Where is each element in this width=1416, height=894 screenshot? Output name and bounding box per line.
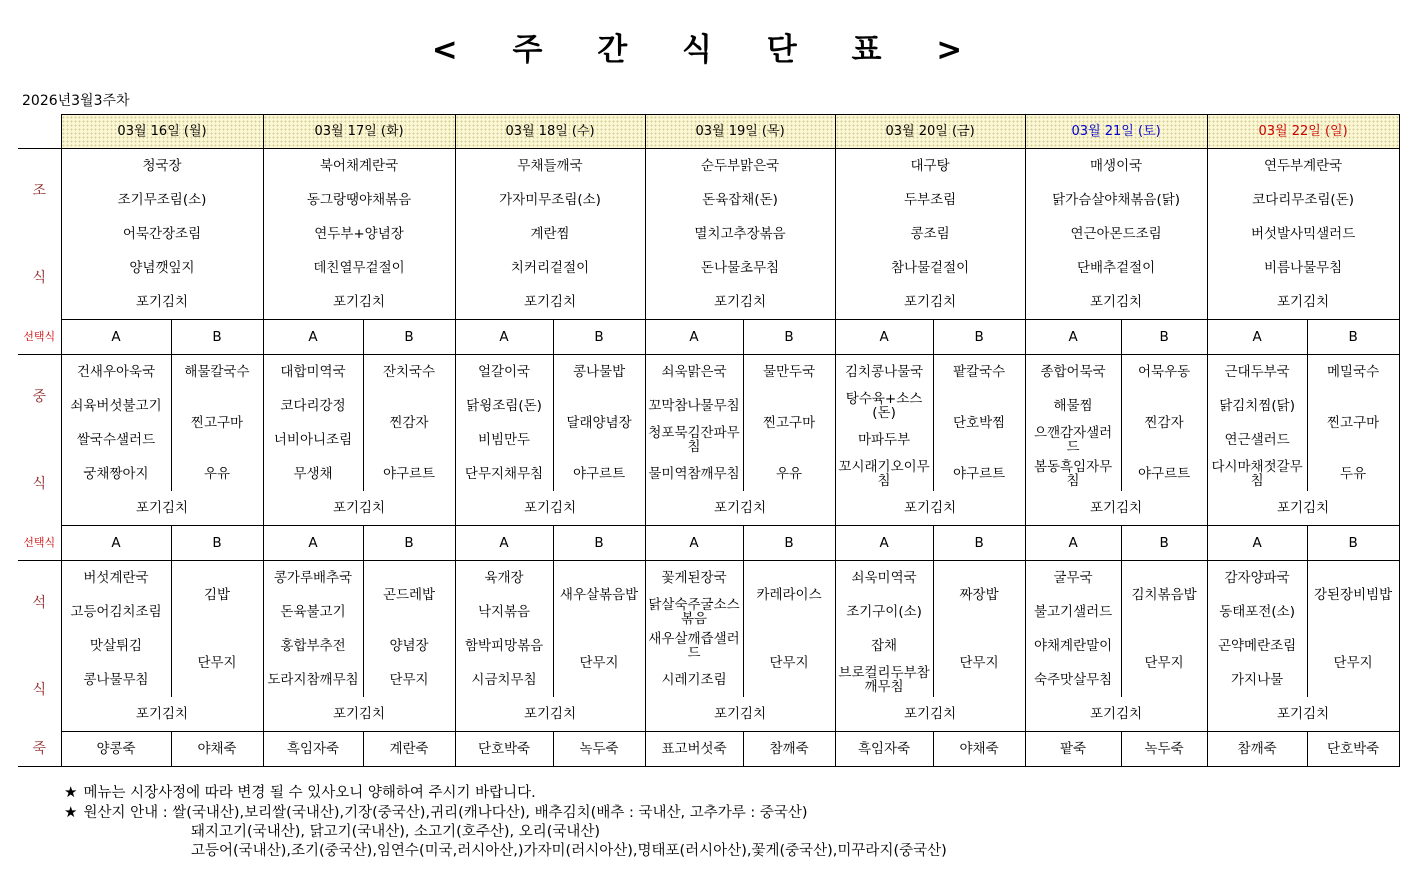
- breakfast-item: 연두부+양념장: [263, 217, 455, 251]
- lunch-b-item: 해물칼국수: [171, 355, 263, 390]
- dinner-a-item: 굴무국: [1025, 561, 1121, 596]
- lunch-a-item: 대합미역국: [263, 355, 363, 390]
- lunch-a-item: 으깬감자샐러드: [1025, 423, 1121, 457]
- dinner-a-item: 함박피망볶음: [455, 629, 553, 663]
- day-header-tue: 03월 17일 (화): [263, 115, 455, 149]
- dinner-a-item: 불고기샐러드: [1025, 595, 1121, 629]
- dinner-a-item: 쇠욱미역국: [835, 561, 933, 596]
- option-a-label: A: [1207, 526, 1307, 561]
- menu-row: [18, 149, 1399, 184]
- lunch-b-item: 어묵우동: [1121, 355, 1207, 390]
- lunch-b-item: 야구르트: [363, 457, 455, 491]
- week-label: 2026년3월3주차: [22, 93, 130, 109]
- lunch-b-item: 찐고구마: [743, 389, 835, 457]
- option-a-label: A: [1025, 320, 1121, 355]
- kimchi-cell: 포기김치: [645, 285, 835, 320]
- kimchi-cell: 포기김치: [645, 697, 835, 732]
- breakfast-item: 코다리무조림(돈): [1207, 183, 1399, 217]
- note-text: 메뉴는 시장사정에 따라 변경 될 수 있사오니 양해하여 주시기 바랍니다.: [83, 785, 536, 801]
- breakfast-item: 콩조림: [835, 217, 1025, 251]
- header-corner: [18, 115, 61, 149]
- kimchi-cell: 포기김치: [835, 697, 1025, 732]
- lunch-a-item: 쌀국수샐러드: [61, 423, 171, 457]
- meal-label-lunch: [18, 355, 61, 526]
- option-a-label: A: [645, 526, 743, 561]
- option-b-label: B: [933, 526, 1025, 561]
- option-a-label: A: [835, 526, 933, 561]
- porridge-item: 참깨죽: [1207, 732, 1307, 767]
- lunch-a-item: 닭김치찜(닭): [1207, 389, 1307, 423]
- porridge-item: 단호박죽: [455, 732, 553, 767]
- lunch-a-item: 꼬시래기오이무침: [835, 457, 933, 491]
- dinner-a-item: 조기구이(소): [835, 595, 933, 629]
- option-a-label: A: [61, 320, 171, 355]
- lunch-a-item: 물미역참깨무침: [645, 457, 743, 491]
- lunch-a-item: 건새우아욱국: [61, 355, 171, 390]
- star-icon: ★: [64, 803, 78, 821]
- option-b-label: B: [171, 526, 263, 561]
- dinner-a-item: 곤약메란조림: [1207, 629, 1307, 663]
- dinner-b-item: 김밥: [171, 561, 263, 630]
- dinner-b-item: 강된장비빔밥: [1307, 561, 1399, 630]
- kimchi-cell: 포기김치: [1207, 697, 1399, 732]
- dinner-a-item: 동태포전(소): [1207, 595, 1307, 629]
- breakfast-item: 매생이국: [1025, 149, 1207, 184]
- meal-label-dinner: [18, 561, 61, 732]
- option-b-label: B: [1121, 320, 1207, 355]
- menu-row: [18, 629, 1399, 663]
- menu-row: [18, 251, 1399, 285]
- lunch-a-item: 다시마채젓갈무침: [1207, 457, 1307, 491]
- lunch-a-item: 쇠욱맑은국: [645, 355, 743, 390]
- menu-body: [18, 149, 1399, 767]
- option-b-label: B: [1307, 320, 1399, 355]
- day-header-sat: 03월 21일 (토): [1025, 115, 1207, 149]
- lunch-b-item: 물만두국: [743, 355, 835, 390]
- dinner-b-item: 곤드레밥: [363, 561, 455, 630]
- kimchi-cell: 포기김치: [1025, 697, 1207, 732]
- dinner-a-item: 가지나물: [1207, 663, 1307, 697]
- dinner-a-item: 시금치무침: [455, 663, 553, 697]
- breakfast-item: 데친열무겉절이: [263, 251, 455, 285]
- breakfast-item: 양념깻잎지: [61, 251, 263, 285]
- lunch-b-item: 콩나물밥: [553, 355, 645, 390]
- meal-label-char: 식: [32, 475, 47, 492]
- lunch-b-item: 찐고구마: [171, 389, 263, 457]
- option-b-label: B: [743, 526, 835, 561]
- breakfast-item: 계란찜: [455, 217, 645, 251]
- breakfast-item: 청국장: [61, 149, 263, 184]
- porridge-item: 양콩죽: [61, 732, 171, 767]
- breakfast-item: 무채들깨국: [455, 149, 645, 184]
- dinner-a-item: 홍합부추전: [263, 629, 363, 663]
- dinner-a-item: 시레기조림: [645, 663, 743, 697]
- meal-label-porridge: 죽: [18, 732, 61, 767]
- kimchi-cell: 포기김치: [835, 285, 1025, 320]
- star-icon: ★: [64, 783, 78, 801]
- dinner-a-item: 콩나물무침: [61, 663, 171, 697]
- menu-row: [18, 526, 1399, 561]
- breakfast-item: 어묵간장조림: [61, 217, 263, 251]
- lunch-b-item: 야구르트: [933, 457, 1025, 491]
- dinner-b-item: 단무지: [743, 629, 835, 697]
- notes: [64, 783, 947, 861]
- lunch-a-item: 코다리강정: [263, 389, 363, 423]
- option-a-label: A: [1025, 526, 1121, 561]
- day-header-thu: 03월 19일 (목): [645, 115, 835, 149]
- origin-text: 원산지 안내 : 쌀(국내산),보리쌀(국내산),기장(중국산),귀리(캐나다산), 배추김치(배추 : 국내산, 고추가루 : 중국산): [83, 805, 808, 821]
- lunch-a-item: 연근샐러드: [1207, 423, 1307, 457]
- dinner-a-item: 고등어김치조림: [61, 595, 171, 629]
- page-title: < 주 간 식 단 표 >: [431, 32, 985, 68]
- breakfast-item: 연두부계란국: [1207, 149, 1399, 184]
- dinner-b-item: 단무지: [1121, 629, 1207, 697]
- option-b-label: B: [1307, 526, 1399, 561]
- breakfast-item: 돈나물초무침: [645, 251, 835, 285]
- dinner-b-item: 단무지: [1307, 629, 1399, 697]
- lunch-b-item: 찐감자: [1121, 389, 1207, 457]
- menu-row: [18, 217, 1399, 251]
- porridge-item: 계란죽: [363, 732, 455, 767]
- menu-row: [18, 355, 1399, 390]
- menu-row: [18, 561, 1399, 596]
- option-b-label: B: [363, 320, 455, 355]
- lunch-a-item: 닭윙조림(돈): [455, 389, 553, 423]
- lunch-a-item: 종합어묵국: [1025, 355, 1121, 390]
- note-line: [64, 783, 947, 803]
- lunch-b-item: 야구르트: [553, 457, 645, 491]
- option-b-label: B: [933, 320, 1025, 355]
- lunch-a-item: 해물찜: [1025, 389, 1121, 423]
- option-b-label: B: [363, 526, 455, 561]
- breakfast-item: 북어채계란국: [263, 149, 455, 184]
- porridge-item: 흑임자죽: [263, 732, 363, 767]
- dinner-b-item: 단무지: [171, 629, 263, 697]
- lunch-b-item: 메밀국수: [1307, 355, 1399, 390]
- lunch-b-item: 달래양념장: [553, 389, 645, 457]
- lunch-a-item: 얼갈이국: [455, 355, 553, 390]
- select-label: 선택식: [18, 526, 61, 561]
- lunch-b-item: 팥칼국수: [933, 355, 1025, 390]
- dinner-b-item: 새우살볶음밥: [553, 561, 645, 630]
- option-b-label: B: [553, 320, 645, 355]
- breakfast-item: 멸치고추장볶음: [645, 217, 835, 251]
- day-header-wed: 03월 18일 (수): [455, 115, 645, 149]
- porridge-item: 녹두죽: [1121, 732, 1207, 767]
- option-a-label: A: [455, 526, 553, 561]
- breakfast-item: 조기무조림(소): [61, 183, 263, 217]
- dinner-a-item: 도라지참깨무침: [263, 663, 363, 697]
- kimchi-cell: 포기김치: [1025, 491, 1207, 526]
- menu-row: [18, 389, 1399, 423]
- option-b-label: B: [1121, 526, 1207, 561]
- kimchi-cell: 포기김치: [263, 491, 455, 526]
- lunch-a-item: 탕수육+소스(돈): [835, 389, 933, 423]
- dinner-a-item: 콩가루배추국: [263, 561, 363, 596]
- option-a-label: A: [835, 320, 933, 355]
- porridge-item: 표고버섯죽: [645, 732, 743, 767]
- kimchi-cell: 포기김치: [263, 697, 455, 732]
- kimchi-cell: 포기김치: [835, 491, 1025, 526]
- lunch-a-item: 너비아니조림: [263, 423, 363, 457]
- option-b-label: B: [171, 320, 263, 355]
- dinner-a-item: 숙주맛살무침: [1025, 663, 1121, 697]
- meal-label-char: 식: [32, 269, 47, 286]
- kimchi-cell: 포기김치: [61, 491, 263, 526]
- origin-line: 고등어(국내산),조기(중국산),임연수(미국,러시아산,)가자미(러시아산),명태포(러시아산),꽃게(중국산),미꾸라지(중국산): [191, 843, 947, 859]
- dinner-a-item: 버섯계란국: [61, 561, 171, 596]
- lunch-a-item: 비빔만두: [455, 423, 553, 457]
- option-a-label: A: [263, 526, 363, 561]
- lunch-b-item: 두유: [1307, 457, 1399, 491]
- menu-row: [18, 285, 1399, 320]
- lunch-b-item: 우유: [743, 457, 835, 491]
- lunch-a-item: 김치콩나물국: [835, 355, 933, 390]
- dinner-a-item: 브로컬리두부참깨무침: [835, 663, 933, 697]
- menu-row: [18, 732, 1399, 767]
- menu-row: [18, 697, 1399, 732]
- meal-label-breakfast: [18, 149, 61, 320]
- meal-label-char: 중: [32, 388, 47, 405]
- dinner-b-item: 단무지: [553, 629, 645, 697]
- breakfast-item: 버섯발사믹샐러드: [1207, 217, 1399, 251]
- option-a-label: A: [61, 526, 171, 561]
- day-header-row: [18, 115, 1399, 149]
- day-header-sun: 03월 22일 (일): [1207, 115, 1399, 149]
- day-header-fri: 03월 20일 (금): [835, 115, 1025, 149]
- kimchi-cell: 포기김치: [61, 697, 263, 732]
- kimchi-cell: 포기김치: [455, 491, 645, 526]
- kimchi-cell: 포기김치: [455, 285, 645, 320]
- porridge-item: 흑임자죽: [835, 732, 933, 767]
- lunch-a-item: 마파두부: [835, 423, 933, 457]
- kimchi-cell: 포기김치: [263, 285, 455, 320]
- porridge-item: 팥죽: [1025, 732, 1121, 767]
- dinner-a-item: 육개장: [455, 561, 553, 596]
- dinner-a-item: 잡채: [835, 629, 933, 663]
- breakfast-item: 순두부맑은국: [645, 149, 835, 184]
- lunch-b-item: 잔치국수: [363, 355, 455, 390]
- lunch-a-item: 꼬막참나물무침: [645, 389, 743, 423]
- kimchi-cell: 포기김치: [1025, 285, 1207, 320]
- porridge-item: 녹두죽: [553, 732, 645, 767]
- option-a-label: A: [1207, 320, 1307, 355]
- kimchi-cell: 포기김치: [645, 491, 835, 526]
- kimchi-cell: 포기김치: [61, 285, 263, 320]
- option-b-label: B: [553, 526, 645, 561]
- lunch-a-item: 궁채짱아지: [61, 457, 171, 491]
- dinner-b-item: 단무지: [933, 629, 1025, 697]
- dinner-b-item: 양념장: [363, 629, 455, 663]
- meal-label-char: 석: [32, 594, 47, 611]
- note-line: [64, 803, 947, 823]
- lunch-a-item: 쇠육버섯불고기: [61, 389, 171, 423]
- menu-row: [18, 320, 1399, 355]
- lunch-b-item: 찐감자: [363, 389, 455, 457]
- kimchi-cell: 포기김치: [1207, 285, 1399, 320]
- breakfast-item: 돈육잡채(돈): [645, 183, 835, 217]
- meal-label-char: 조: [32, 182, 47, 199]
- kimchi-cell: 포기김치: [455, 697, 645, 732]
- option-a-label: A: [263, 320, 363, 355]
- porridge-item: 참깨죽: [743, 732, 835, 767]
- dinner-a-item: 맛살튀김: [61, 629, 171, 663]
- porridge-item: 야채죽: [171, 732, 263, 767]
- breakfast-item: 대구탕: [835, 149, 1025, 184]
- lunch-b-item: 단호박찜: [933, 389, 1025, 457]
- menu-row: [18, 491, 1399, 526]
- dinner-a-item: 야채계란말이: [1025, 629, 1121, 663]
- select-label: 선택식: [18, 320, 61, 355]
- breakfast-item: 두부조림: [835, 183, 1025, 217]
- breakfast-item: 참나물겉절이: [835, 251, 1025, 285]
- dinner-a-item: 돈육불고기: [263, 595, 363, 629]
- menu-row: [18, 183, 1399, 217]
- day-header-mon: 03월 16일 (월): [61, 115, 263, 149]
- lunch-a-item: 단무지채무침: [455, 457, 553, 491]
- dinner-b-item: 카레라이스: [743, 561, 835, 630]
- porridge-item: 단호박죽: [1307, 732, 1399, 767]
- breakfast-item: 가자미무조림(소): [455, 183, 645, 217]
- menu-row: [18, 457, 1399, 491]
- dinner-a-item: 낙지볶음: [455, 595, 553, 629]
- breakfast-item: 치커리겉절이: [455, 251, 645, 285]
- dinner-a-item: 감자양파국: [1207, 561, 1307, 596]
- option-a-label: A: [645, 320, 743, 355]
- meal-label-char: 식: [32, 681, 47, 698]
- porridge-item: 야채죽: [933, 732, 1025, 767]
- dinner-b-item: 김치볶음밥: [1121, 561, 1207, 630]
- lunch-a-item: 청포묵김잔파무침: [645, 423, 743, 457]
- lunch-a-item: 무생채: [263, 457, 363, 491]
- lunch-a-item: 봄동흑임자무침: [1025, 457, 1121, 491]
- breakfast-item: 동그랑땡야채볶음: [263, 183, 455, 217]
- option-b-label: B: [743, 320, 835, 355]
- lunch-a-item: 근대두부국: [1207, 355, 1307, 390]
- breakfast-item: 닭가슴살야채볶음(닭): [1025, 183, 1207, 217]
- lunch-b-item: 야구르트: [1121, 457, 1207, 491]
- dinner-b-item: 짜장밥: [933, 561, 1025, 630]
- lunch-b-item: 찐고구마: [1307, 389, 1399, 457]
- dinner-b-item: 단무지: [363, 663, 455, 697]
- breakfast-item: 비름나물무침: [1207, 251, 1399, 285]
- weekly-menu-table: [18, 114, 1400, 767]
- lunch-b-item: 우유: [171, 457, 263, 491]
- breakfast-item: 단배추겉절이: [1025, 251, 1207, 285]
- option-a-label: A: [455, 320, 553, 355]
- dinner-a-item: 닭살숙주굴소스볶음: [645, 595, 743, 629]
- breakfast-item: 연근아몬드조림: [1025, 217, 1207, 251]
- dinner-a-item: 새우살깨즙샐러드: [645, 629, 743, 663]
- kimchi-cell: 포기김치: [1207, 491, 1399, 526]
- dinner-a-item: 꽃게된장국: [645, 561, 743, 596]
- origin-line: 돼지고기(국내산), 닭고기(국내산), 소고기(호주산), 오리(국내산): [191, 824, 601, 840]
